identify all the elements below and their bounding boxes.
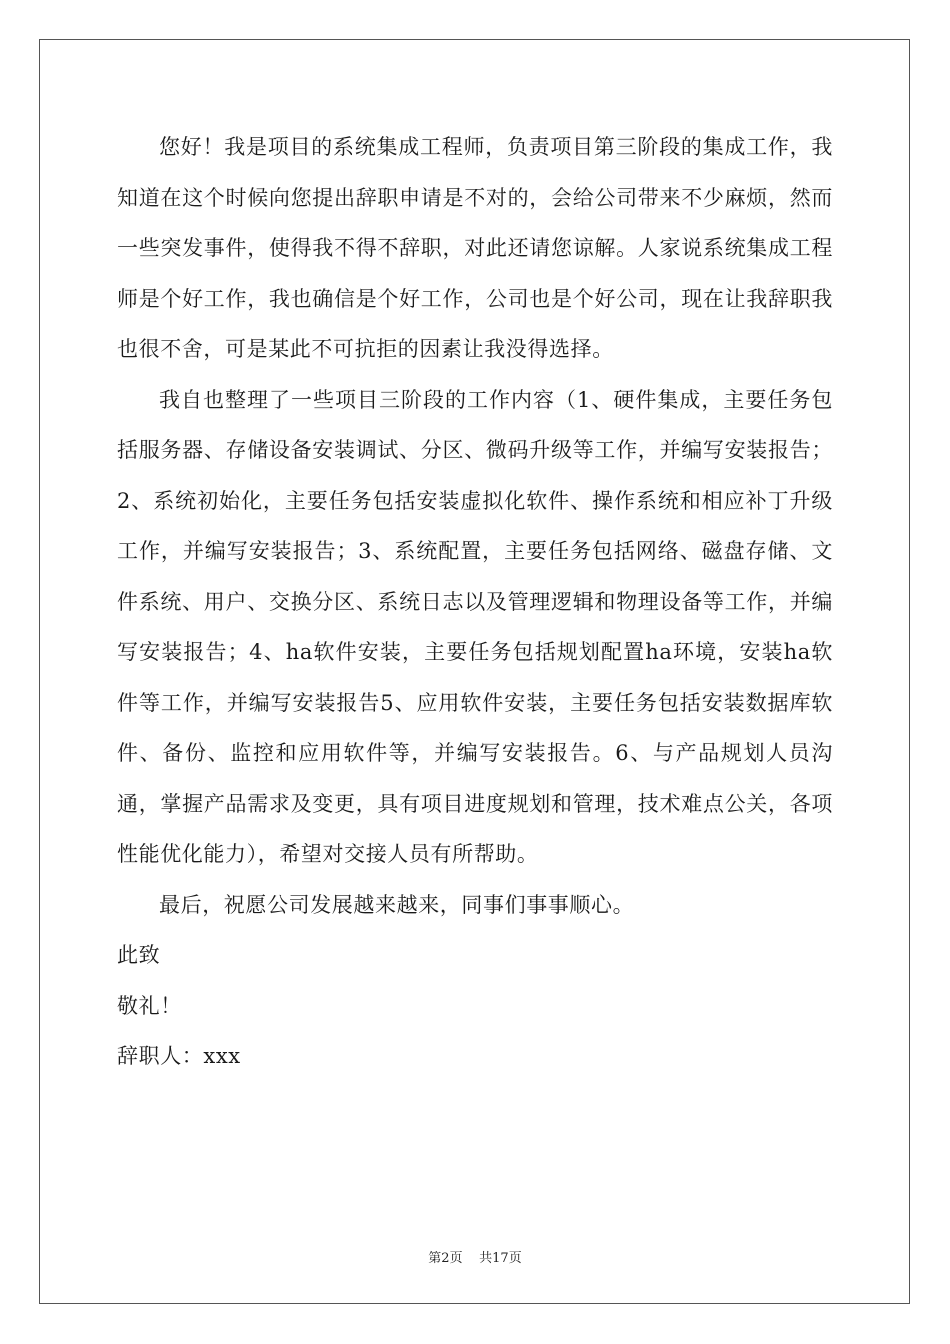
signature-line: 辞职人：xxx	[117, 1044, 241, 1068]
paragraph-wishes: 最后，祝愿公司发展越来越来，同事们事事顺心。	[159, 892, 635, 917]
total-prefix: 共	[479, 1251, 493, 1266]
closing-salutation: 此致	[117, 943, 161, 967]
page-number: 2	[441, 1251, 450, 1266]
page-prefix: 第	[428, 1251, 442, 1266]
page-suffix: 页	[449, 1251, 463, 1266]
closing-regards: 敬礼！	[117, 993, 182, 1018]
paragraph-apology: 您好！我是项目的系统集成工程师，负责项目第三阶段的集成工作，我知道在这个时候向您提出辞职申请是不对的，会给公司带来不少麻烦，然而一些突发事件，使得我不得不辞职，对此还请您谅解。人家说系统集成工程师是个好工作，我也确信是个好工作，公司也是个好公司，现在让我辞职我也很不舍，可是某此不可抗拒的因素让我没得选择。	[117, 135, 833, 361]
total-pages: 17	[492, 1251, 509, 1266]
letter-body	[117, 122, 833, 1082]
page-footer	[0, 1247, 950, 1266]
total-suffix: 页	[508, 1251, 522, 1266]
paragraph-handover: 我自也整理了一些项目三阶段的工作内容（1、硬件集成，主要任务包括服务器、存储设备安装调试、分区、微码升级等工作，并编写安装报告；2、系统初始化，主要任务包括安装虚拟化软件、操作系统和相应补丁升级工作，并编写安装报告；3、系统配置，主要任务包括网络、磁盘存储、文件系统、用户、交换分区、系统日志以及管理逻辑和物理设备等工作，并编写安装报告；4、ha软件安装，主要任务包括规划配置ha环境，安装ha软件等工作，并编写安装报告5、应用软件安装，主要任务包括安装数据库软件、备份、监控和应用软件等，并编写安装报告。6、与产品规划人员沟通，掌握产品需求及变更，具有项目进度规划和管理，技术难点公关，各项性能优化能力），希望对交接人员有所帮助。	[117, 387, 833, 866]
